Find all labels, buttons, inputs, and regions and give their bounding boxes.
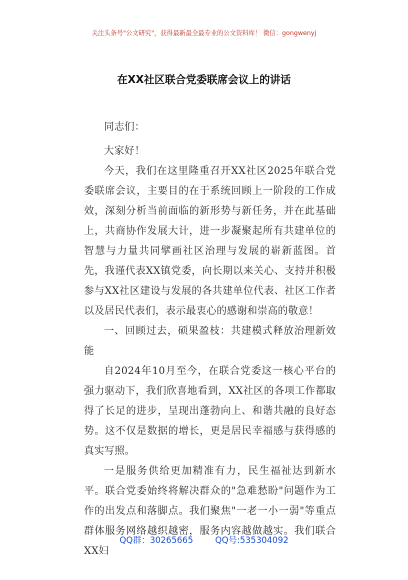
- footer-qq-number: QQ号:535304092: [215, 536, 289, 546]
- header-promo-banner: 关注头条号"公文研究"，获得最新最全最专业的公文资料库！ 微信：gongwenyj: [91, 30, 317, 37]
- footer-qq-group: QQ群：30265665: [119, 536, 194, 546]
- paragraph-opening: 今天，我们在这里隆重召开XX社区2025年联合党委联席会议，主要目的在于系统回顾上一阶段的工作成效，深刻分析当前面临的新形势与新任务，并在此基础上，共商协作发展大计，进一步凝聚起所有共建单位的智慧与力量共同擘画社区治理与发展的崭新蓝图。首先，我谨代表XX镇党委，向长期以来关心、支持并积极参与XX社区建设与发展的各共建单位代表、社区工作者以及居民代表们，表示最衷心的感谢和崇高的敬意！: [84, 166, 336, 317]
- document-body: [84, 118, 336, 562]
- paragraph-services: 一是服务供给更加精准有力，民生福祉达到新水平。联合党委始终将解决群众的"急难愁盼"问题作为工作的出发点和落脚点。我们聚焦"一老一小一弱"等重点群体服务网络越织越密，服务内容越做越实。我们联合XX妇: [84, 466, 336, 557]
- section-heading-review: 一、回顾过去，硕果盈枝：共建模式释放治理新效能: [84, 326, 336, 357]
- paragraph-progress: 自2024年10月至今，在联合党委这一核心平台的强力驱动下，我们欣喜地看到，XX社区的各项工作都取得了长足的进步，呈现出蓬勃向上、和谐共融的良好态势。这不仅是数据的增长，更是居民幸福感与获得感的真实写照。: [84, 366, 336, 457]
- document-title: 在XX社区联合党委联席会议上的讲话: [117, 74, 291, 86]
- footer-contact: [0, 534, 408, 546]
- greeting: 大家好！: [104, 146, 145, 157]
- salutation: 同志们：: [104, 122, 145, 133]
